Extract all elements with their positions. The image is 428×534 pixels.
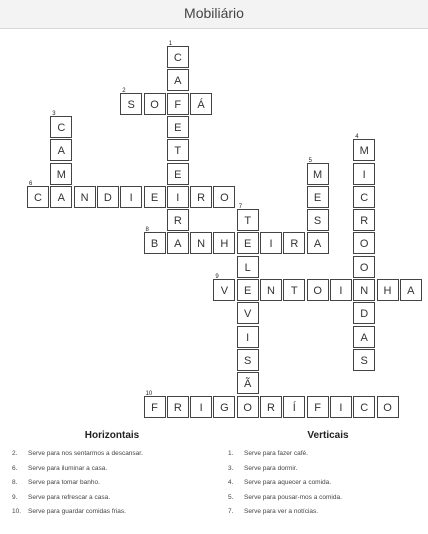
cell-letter: Í xyxy=(292,401,296,414)
clue-item xyxy=(228,447,428,462)
crossword-cell[interactable] xyxy=(27,180,49,208)
cell-letter: N xyxy=(197,238,206,251)
crossword-cell[interactable] xyxy=(213,396,235,418)
crossword-cell[interactable] xyxy=(283,279,305,301)
clue-number: 5 xyxy=(308,157,312,164)
clue-number: 8 xyxy=(145,227,149,234)
cell-letter: M xyxy=(313,168,323,181)
cell-letter: E xyxy=(150,191,159,204)
clue-item-number: 6. xyxy=(12,464,18,472)
crossword-cell[interactable] xyxy=(353,302,375,324)
crossword-cell[interactable] xyxy=(237,372,259,394)
cell-letter: E xyxy=(174,121,182,134)
clue-item xyxy=(12,505,212,520)
crossword-cell[interactable] xyxy=(260,279,282,301)
cell-letter: C xyxy=(360,401,369,414)
cell-letter: N xyxy=(267,285,275,297)
crossword-cell[interactable] xyxy=(50,186,72,208)
vertical-clues-heading: Verticais xyxy=(307,430,349,441)
cell-letter: A xyxy=(57,191,65,204)
crossword-cell[interactable] xyxy=(167,116,189,138)
clue-item xyxy=(12,447,212,462)
crossword-cell[interactable] xyxy=(50,139,72,161)
cell-letter: B xyxy=(150,238,159,251)
crossword-cell[interactable] xyxy=(144,227,166,254)
crossword-cell[interactable] xyxy=(237,349,259,371)
horizontal-clue-list xyxy=(12,447,212,520)
crossword-cell[interactable] xyxy=(377,279,399,301)
crossword-cell[interactable] xyxy=(353,186,375,208)
crossword-cell[interactable] xyxy=(307,186,329,208)
clue-item-text: Serve para ver a notícias. xyxy=(244,508,319,515)
crossword-cell[interactable] xyxy=(307,279,329,301)
crossword-cell[interactable] xyxy=(167,232,189,254)
crossword-cell[interactable] xyxy=(237,204,259,231)
crossword-cell[interactable] xyxy=(283,396,305,418)
crossword-cell[interactable] xyxy=(353,209,375,231)
cell-letter: I xyxy=(269,238,273,251)
crossword-cell[interactable] xyxy=(353,349,375,371)
cell-letter: C xyxy=(360,191,369,204)
crossword-cell[interactable] xyxy=(213,274,235,301)
clue-number: 10 xyxy=(145,390,153,397)
crossword-cell[interactable] xyxy=(377,396,399,418)
crossword-cell[interactable] xyxy=(237,232,259,254)
clue-number: 6 xyxy=(29,180,33,187)
cell-letter: T xyxy=(174,145,182,158)
crossword-cell[interactable] xyxy=(144,390,166,418)
cell-letter: R xyxy=(360,215,369,228)
cell-letter: I xyxy=(362,168,366,181)
cell-letter: I xyxy=(199,401,203,414)
crossword-cell[interactable] xyxy=(237,302,259,324)
cell-letter: I xyxy=(129,191,133,204)
crossword-cell[interactable] xyxy=(167,41,189,68)
cell-letter: I xyxy=(176,191,180,204)
clue-item-number: 1. xyxy=(228,450,234,457)
clue-item-number: 2. xyxy=(12,450,18,457)
crossword-cell[interactable] xyxy=(167,186,189,208)
clue-item-text: Serve para guardar comidas frias. xyxy=(28,508,126,515)
crossword-cell[interactable] xyxy=(353,326,375,348)
clue-item-number: 7. xyxy=(228,508,234,515)
clue-item xyxy=(12,462,212,477)
cell-letter: N xyxy=(80,191,89,204)
clue-item-text: Serve para pousar-mos a comida. xyxy=(244,493,342,501)
cell-letter: T xyxy=(290,285,298,297)
cell-letter: C xyxy=(173,52,182,64)
crossword-cell[interactable] xyxy=(167,163,189,185)
cell-letter: M xyxy=(56,168,66,181)
horizontal-clues xyxy=(12,430,212,520)
cell-letter: O xyxy=(383,401,392,414)
cell-letter: R xyxy=(290,238,299,251)
clue-item-text: Serve para refrescar a casa. xyxy=(28,493,111,501)
cell-letter: R xyxy=(197,191,206,204)
cell-letter: S xyxy=(127,98,135,111)
clue-item-text: Serve para aquecer a comida. xyxy=(244,479,332,486)
crossword-cell[interactable] xyxy=(260,396,282,418)
clue-item xyxy=(228,462,428,477)
clue-item-text: Serve para fazer café. xyxy=(244,450,308,457)
horizontal-clues-heading: Horizontais xyxy=(84,430,140,441)
crossword-cell[interactable] xyxy=(330,279,352,301)
crossword-cell[interactable] xyxy=(353,396,375,418)
clue-item-number: 4. xyxy=(228,479,234,486)
cell-letter: A xyxy=(360,331,368,344)
cell-letter: R xyxy=(173,401,182,414)
crossword-cell[interactable] xyxy=(213,186,235,208)
cell-letter: D xyxy=(360,308,369,321)
clue-item xyxy=(228,505,428,520)
crossword-cell[interactable] xyxy=(190,232,212,254)
cell-letter: C xyxy=(57,121,66,134)
clue-item-text: Serve para nos sentarmos a descansar. xyxy=(28,450,143,457)
vertical-clue-list xyxy=(228,447,428,520)
crossword-cell[interactable] xyxy=(307,209,329,231)
crossword-cell[interactable] xyxy=(167,93,189,115)
cell-letter: O xyxy=(359,238,369,251)
crossword-cell[interactable] xyxy=(307,396,329,418)
cell-letter: F xyxy=(151,401,158,414)
crossword-cell[interactable] xyxy=(353,134,375,161)
crossword-cell[interactable] xyxy=(400,279,422,301)
cell-letter: O xyxy=(243,401,252,414)
crossword-cell[interactable] xyxy=(97,186,119,208)
cell-letter: Á xyxy=(197,98,205,111)
cell-letter: O xyxy=(313,285,322,297)
crossword-cell[interactable] xyxy=(144,93,166,115)
cell-letter: O xyxy=(150,98,159,111)
clue-number: 1 xyxy=(168,41,173,47)
cell-letter: A xyxy=(407,285,415,297)
cell-letter: A xyxy=(174,75,182,88)
cell-letter: H xyxy=(220,238,229,251)
crossword-cell[interactable] xyxy=(330,396,352,418)
cell-letter: E xyxy=(244,238,252,251)
page-title: Mobiliário xyxy=(184,5,244,21)
clue-item-number: 9. xyxy=(12,493,18,501)
cell-letter: F xyxy=(314,401,321,414)
crossword-cell[interactable] xyxy=(190,396,212,418)
crossword-cell[interactable] xyxy=(190,93,212,115)
clue-number: 2 xyxy=(122,87,126,94)
clue-item xyxy=(228,476,428,491)
cell-letter: E xyxy=(313,191,322,204)
cell-letter: S xyxy=(244,354,252,367)
crossword-cell[interactable] xyxy=(120,186,142,208)
cell-letter: R xyxy=(267,401,275,414)
clue-item-text: Serve para iluminar a casa. xyxy=(28,464,108,472)
cell-letter: O xyxy=(359,261,369,274)
cell-letter: R xyxy=(173,215,182,228)
cell-letter: A xyxy=(313,238,322,251)
crossword-cell[interactable] xyxy=(167,396,189,418)
cell-letter: I xyxy=(246,331,250,344)
title-bar xyxy=(0,0,428,29)
crossword-cell[interactable] xyxy=(144,186,166,208)
clue-number: 4 xyxy=(355,134,359,141)
clue-item-number: 3. xyxy=(228,464,234,472)
cell-letter: N xyxy=(360,285,369,297)
crossword-cell[interactable] xyxy=(307,157,329,185)
crossword-cell[interactable] xyxy=(167,69,189,91)
clue-item-text: Serve para dormir. xyxy=(244,464,298,472)
crossword-cell[interactable] xyxy=(237,396,259,418)
crossword-cell[interactable] xyxy=(74,186,96,208)
cell-letter: V xyxy=(244,308,252,321)
crossword-cell[interactable] xyxy=(353,256,375,278)
crossword-cell[interactable] xyxy=(237,326,259,348)
crossword-cell[interactable] xyxy=(237,279,259,301)
cell-letter: D xyxy=(103,191,112,204)
crossword-cell[interactable] xyxy=(167,209,189,231)
crossword-cell[interactable] xyxy=(307,232,329,254)
cell-letter: O xyxy=(220,191,229,204)
cell-letter: A xyxy=(174,238,182,251)
cell-letter: V xyxy=(220,285,229,297)
crossword-cell[interactable] xyxy=(167,139,189,161)
clue-number: 3 xyxy=(52,110,56,117)
crossword-cell[interactable] xyxy=(283,232,305,254)
cell-letter: E xyxy=(174,168,182,181)
crossword-cell[interactable] xyxy=(237,256,259,278)
cell-letter: I xyxy=(339,401,343,414)
cell-letter: T xyxy=(244,215,252,228)
vertical-clues xyxy=(228,430,428,520)
cell-letter: M xyxy=(359,145,369,158)
clue-item-text: Serve para tomar banho. xyxy=(28,479,100,486)
crossword-cell[interactable] xyxy=(50,163,72,185)
cell-letter: H xyxy=(383,285,392,297)
clue-item-number: 5. xyxy=(228,493,234,501)
cell-letter: S xyxy=(360,354,368,367)
crossword-cell[interactable] xyxy=(120,87,142,115)
clue-number: 9 xyxy=(215,274,219,280)
clue-item xyxy=(12,476,212,491)
crossword-cell[interactable] xyxy=(353,163,375,185)
clue-item xyxy=(228,491,428,506)
cell-letter: E xyxy=(244,285,252,297)
cell-letter: F xyxy=(174,98,182,111)
crossword-cell[interactable] xyxy=(50,110,72,138)
cell-letter: C xyxy=(34,191,42,204)
cell-letter: S xyxy=(313,215,322,228)
crossword-cell[interactable] xyxy=(353,232,375,254)
cell-letter: Ã xyxy=(244,378,252,391)
clue-item-number: 8. xyxy=(12,479,18,486)
cell-letter: L xyxy=(244,261,251,274)
crossword-cell[interactable] xyxy=(260,232,282,254)
crossword-cell[interactable] xyxy=(213,232,235,254)
cell-letter: A xyxy=(57,145,65,158)
clue-item-number: 10. xyxy=(12,508,22,515)
clue-item xyxy=(12,491,212,506)
cell-letter: G xyxy=(220,401,229,414)
crossword-cell[interactable] xyxy=(190,186,212,208)
crossword-cell[interactable] xyxy=(353,279,375,301)
cell-letter: I xyxy=(339,285,343,297)
clue-number: 7 xyxy=(238,204,243,211)
